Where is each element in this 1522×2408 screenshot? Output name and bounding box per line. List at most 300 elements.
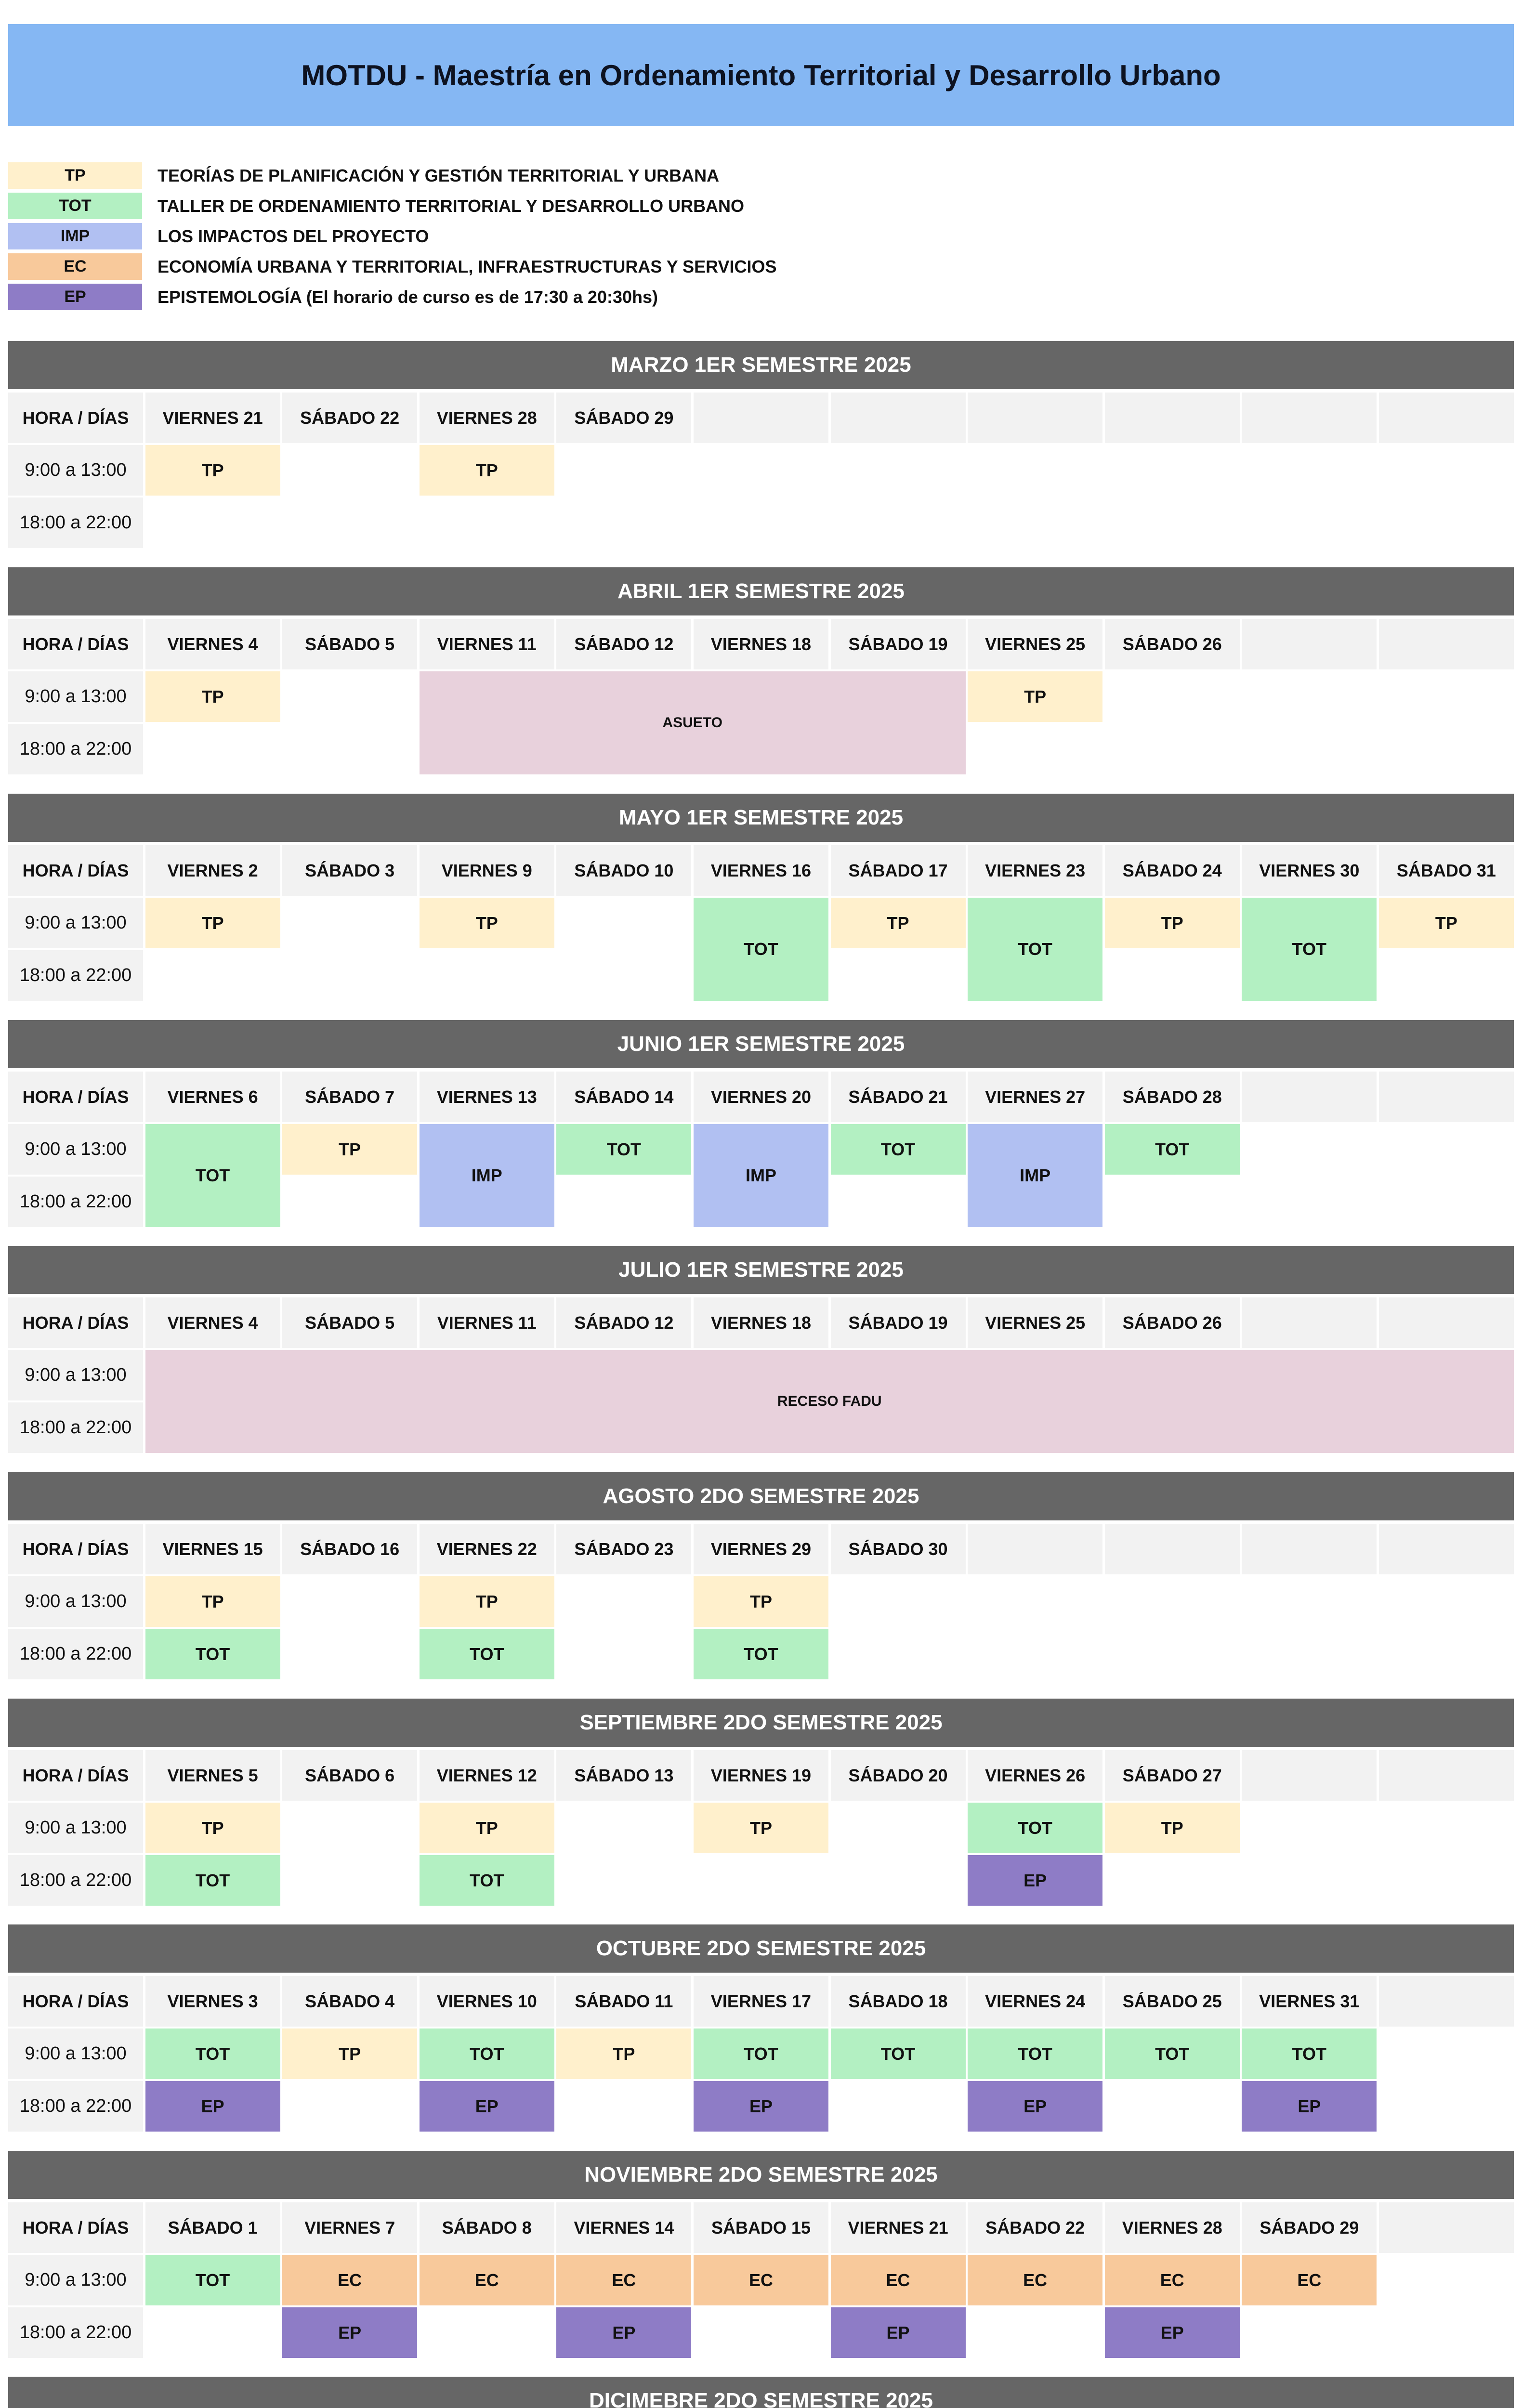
month-header: DICIMEBRE 2DO SEMESTRE 2025 <box>8 2377 1514 2408</box>
legend-code: TOT <box>8 193 142 219</box>
legend-item <box>8 221 776 251</box>
schedule-grid <box>8 1072 1514 1227</box>
time-slot-morning: 9:00 a 13:00 <box>8 2255 143 2305</box>
day-header: VIERNES 15 <box>145 1524 280 1574</box>
day-header <box>1242 619 1377 669</box>
empty-slot <box>282 497 417 548</box>
empty-slot <box>1242 724 1377 774</box>
class-block-imp: IMP <box>694 1124 828 1227</box>
class-block-tp: TP <box>420 898 554 948</box>
header-label: HORA / DÍAS <box>8 1072 143 1122</box>
empty-slot <box>282 1803 417 1853</box>
day-header: VIERNES 25 <box>968 1297 1102 1348</box>
legend-code: EP <box>8 284 142 310</box>
class-block-tp: TP <box>1105 1803 1240 1853</box>
day-header: SÁBADO 21 <box>831 1072 966 1122</box>
notice-block: ASUETO <box>420 671 966 774</box>
day-header: SÁBADO 10 <box>556 845 691 896</box>
day-header: SÁBADO 22 <box>968 2202 1102 2253</box>
empty-slot <box>831 1629 966 1679</box>
empty-slot <box>694 445 828 496</box>
empty-slot <box>282 898 417 948</box>
class-block-tot: TOT <box>831 1124 966 1175</box>
time-slot-evening: 18:00 a 22:00 <box>8 2307 143 2358</box>
day-header: SÁBADO 29 <box>556 393 691 443</box>
time-slot-evening: 18:00 a 22:00 <box>8 1402 143 1453</box>
empty-slot <box>1379 1576 1514 1627</box>
header-label: HORA / DÍAS <box>8 845 143 896</box>
schedule-grid <box>8 1976 1514 2132</box>
day-header: SÁBADO 29 <box>1242 2202 1377 2253</box>
empty-slot <box>1379 1855 1514 1906</box>
day-header: SÁBADO 16 <box>282 1524 417 1574</box>
empty-slot <box>1379 1177 1514 1227</box>
header-label: HORA / DÍAS <box>8 1524 143 1574</box>
day-header: VIERNES 19 <box>694 1750 828 1801</box>
empty-slot <box>282 671 417 722</box>
class-block-tp: TP <box>282 2028 417 2079</box>
day-header: SÁBADO 22 <box>282 393 417 443</box>
day-header: SÁBADO 1 <box>145 2202 280 2253</box>
class-block-imp: IMP <box>968 1124 1102 1227</box>
class-block-tp: TP <box>694 1576 828 1627</box>
day-header: VIERNES 16 <box>694 845 828 896</box>
day-header: VIERNES 27 <box>968 1072 1102 1122</box>
day-header: VIERNES 18 <box>694 619 828 669</box>
day-header <box>1379 393 1514 443</box>
day-header: SÁBADO 26 <box>1105 1297 1240 1348</box>
empty-slot <box>1242 1855 1377 1906</box>
class-block-ep: EP <box>831 2307 966 2358</box>
day-header: SÁBADO 7 <box>282 1072 417 1122</box>
day-header <box>1105 1524 1240 1574</box>
month-header: ABRIL 1ER SEMESTRE 2025 <box>8 567 1514 615</box>
time-slot-evening: 18:00 a 22:00 <box>8 724 143 774</box>
day-header: VIERNES 11 <box>420 619 554 669</box>
header-label: HORA / DÍAS <box>8 2202 143 2253</box>
day-header: SÁBADO 6 <box>282 1750 417 1801</box>
time-slot-evening: 18:00 a 22:00 <box>8 1629 143 1679</box>
day-header <box>1242 1750 1377 1801</box>
class-block-tp: TP <box>1379 898 1514 948</box>
day-header: SÁBADO 18 <box>831 1976 966 2027</box>
empty-slot <box>420 497 554 548</box>
empty-slot <box>282 1177 417 1227</box>
day-header <box>1242 1297 1377 1348</box>
legend-item <box>8 160 776 191</box>
class-block-ec: EC <box>282 2255 417 2305</box>
empty-slot <box>282 1855 417 1906</box>
day-header: VIERNES 21 <box>145 393 280 443</box>
day-header <box>1379 619 1514 669</box>
empty-slot <box>1379 950 1514 1001</box>
day-header: VIERNES 2 <box>145 845 280 896</box>
empty-slot <box>556 1629 691 1679</box>
empty-slot <box>1379 445 1514 496</box>
day-header <box>968 1524 1102 1574</box>
class-block-tot: TOT <box>145 2028 280 2079</box>
day-header <box>1379 1524 1514 1574</box>
month-header: NOVIEMBRE 2DO SEMESTRE 2025 <box>8 2151 1514 2199</box>
legend-code: TP <box>8 162 142 189</box>
class-block-ec: EC <box>968 2255 1102 2305</box>
day-header: VIERNES 6 <box>145 1072 280 1122</box>
empty-slot <box>694 1855 828 1906</box>
class-block-ep: EP <box>420 2081 554 2132</box>
class-block-tot: TOT <box>420 1855 554 1906</box>
day-header <box>1242 393 1377 443</box>
empty-slot <box>1379 671 1514 722</box>
day-header: SÁBADO 12 <box>556 1297 691 1348</box>
month-header: SEPTIEMBRE 2DO SEMESTRE 2025 <box>8 1699 1514 1747</box>
empty-slot <box>1242 1576 1377 1627</box>
empty-slot <box>1105 724 1240 774</box>
class-block-tot: TOT <box>694 898 828 1001</box>
class-block-tot: TOT <box>145 1855 280 1906</box>
day-header: VIERNES 17 <box>694 1976 828 2027</box>
time-slot-morning: 9:00 a 13:00 <box>8 445 143 496</box>
empty-slot <box>968 1576 1102 1627</box>
month-section <box>8 1020 1514 1227</box>
empty-slot <box>831 1576 966 1627</box>
empty-slot <box>1379 2307 1514 2358</box>
empty-slot <box>694 497 828 548</box>
day-header: SÁBADO 26 <box>1105 619 1240 669</box>
empty-slot <box>1105 497 1240 548</box>
day-header: VIERNES 28 <box>420 393 554 443</box>
day-header: VIERNES 13 <box>420 1072 554 1122</box>
empty-slot <box>556 1177 691 1227</box>
class-block-tp: TP <box>968 671 1102 722</box>
class-block-tp: TP <box>420 1576 554 1627</box>
empty-slot <box>1379 2028 1514 2079</box>
legend-label: TEORÍAS DE PLANIFICACIÓN Y GESTIÓN TERRITORIAL Y URBANA <box>157 165 720 185</box>
empty-slot <box>1242 1124 1377 1175</box>
empty-slot <box>1379 497 1514 548</box>
empty-slot <box>831 497 966 548</box>
time-slot-morning: 9:00 a 13:00 <box>8 1576 143 1627</box>
class-block-ep: EP <box>1105 2307 1240 2358</box>
time-slot-morning: 9:00 a 13:00 <box>8 2028 143 2079</box>
header-label: HORA / DÍAS <box>8 619 143 669</box>
day-header: SÁBADO 27 <box>1105 1750 1240 1801</box>
day-header: VIERNES 4 <box>145 619 280 669</box>
class-block-tot: TOT <box>968 1803 1102 1853</box>
header-label: HORA / DÍAS <box>8 1976 143 2027</box>
class-block-ec: EC <box>1105 2255 1240 2305</box>
month-section <box>8 1924 1514 2132</box>
empty-slot <box>1105 1855 1240 1906</box>
time-slot-morning: 9:00 a 13:00 <box>8 1803 143 1853</box>
day-header <box>1105 393 1240 443</box>
schedule-grid <box>8 1524 1514 1679</box>
class-block-ec: EC <box>556 2255 691 2305</box>
month-section <box>8 567 1514 774</box>
empty-slot <box>968 724 1102 774</box>
empty-slot <box>831 1177 966 1227</box>
class-block-tp: TP <box>282 1124 417 1175</box>
month-section <box>8 341 1514 548</box>
class-block-tp: TP <box>145 671 280 722</box>
day-header: VIERNES 23 <box>968 845 1102 896</box>
day-header: SÁBADO 5 <box>282 1297 417 1348</box>
class-block-tp: TP <box>556 2028 691 2079</box>
empty-slot <box>556 1803 691 1853</box>
class-block-tot: TOT <box>420 2028 554 2079</box>
class-block-tp: TP <box>145 898 280 948</box>
day-header <box>968 393 1102 443</box>
empty-slot <box>556 1855 691 1906</box>
empty-slot <box>556 445 691 496</box>
empty-slot <box>831 1803 966 1853</box>
legend-label: LOS IMPACTOS DEL PROYECTO <box>157 226 429 246</box>
day-header: VIERNES 18 <box>694 1297 828 1348</box>
day-header: SÁBADO 31 <box>1379 845 1514 896</box>
time-slot-evening: 18:00 a 22:00 <box>8 1177 143 1227</box>
month-header: MARZO 1ER SEMESTRE 2025 <box>8 341 1514 389</box>
day-header: SÁBADO 30 <box>831 1524 966 1574</box>
legend-item <box>8 282 776 312</box>
empty-slot <box>556 2081 691 2132</box>
class-block-tot: TOT <box>1105 1124 1240 1175</box>
day-header: VIERNES 9 <box>420 845 554 896</box>
header-label: HORA / DÍAS <box>8 1750 143 1801</box>
day-header: VIERNES 25 <box>968 619 1102 669</box>
empty-slot <box>1379 1124 1514 1175</box>
day-header: SÁBADO 19 <box>831 1297 966 1348</box>
day-header: VIERNES 21 <box>831 2202 966 2253</box>
empty-slot <box>556 497 691 548</box>
month-section <box>8 1246 1514 1453</box>
day-header: SÁBADO 3 <box>282 845 417 896</box>
time-slot-morning: 9:00 a 13:00 <box>8 898 143 948</box>
empty-slot <box>420 2307 554 2358</box>
empty-slot <box>420 950 554 1001</box>
schedule-grid <box>8 393 1514 548</box>
class-block-tot: TOT <box>420 1629 554 1679</box>
time-slot-evening: 18:00 a 22:00 <box>8 497 143 548</box>
day-header: SÁBADO 8 <box>420 2202 554 2253</box>
class-block-tot: TOT <box>1242 2028 1377 2079</box>
notice-block: RECESO FADU <box>145 1350 1514 1453</box>
empty-slot <box>1242 497 1377 548</box>
legend-item <box>8 251 776 282</box>
empty-slot <box>831 2081 966 2132</box>
empty-slot <box>282 1629 417 1679</box>
class-block-tot: TOT <box>694 1629 828 1679</box>
empty-slot <box>968 1629 1102 1679</box>
empty-slot <box>1242 445 1377 496</box>
class-block-tot: TOT <box>556 1124 691 1175</box>
class-block-ec: EC <box>420 2255 554 2305</box>
schedule-grid <box>8 845 1514 1001</box>
class-block-tot: TOT <box>145 1629 280 1679</box>
class-block-tp: TP <box>831 898 966 948</box>
class-block-tp: TP <box>145 445 280 496</box>
class-block-ep: EP <box>282 2307 417 2358</box>
day-header: SÁBADO 20 <box>831 1750 966 1801</box>
day-header: VIERNES 26 <box>968 1750 1102 1801</box>
empty-slot <box>282 1576 417 1627</box>
day-header: VIERNES 29 <box>694 1524 828 1574</box>
empty-slot <box>1379 1629 1514 1679</box>
day-header: VIERNES 31 <box>1242 1976 1377 2027</box>
day-header <box>1379 1297 1514 1348</box>
header-label: HORA / DÍAS <box>8 1297 143 1348</box>
day-header: SÁBADO 12 <box>556 619 691 669</box>
empty-slot <box>1105 2081 1240 2132</box>
day-header: VIERNES 14 <box>556 2202 691 2253</box>
class-block-tp: TP <box>694 1803 828 1853</box>
day-header <box>1379 1976 1514 2027</box>
class-block-tp: TP <box>145 1803 280 1853</box>
empty-slot <box>556 1576 691 1627</box>
time-slot-evening: 18:00 a 22:00 <box>8 1855 143 1906</box>
empty-slot <box>1105 1576 1240 1627</box>
time-slot-evening: 18:00 a 22:00 <box>8 950 143 1001</box>
header-label: HORA / DÍAS <box>8 393 143 443</box>
day-header: VIERNES 12 <box>420 1750 554 1801</box>
class-block-tot: TOT <box>831 2028 966 2079</box>
day-header: VIERNES 7 <box>282 2202 417 2253</box>
empty-slot <box>831 950 966 1001</box>
month-section <box>8 794 1514 1001</box>
month-section <box>8 2377 1514 2408</box>
day-header: SÁBADO 19 <box>831 619 966 669</box>
legend-item <box>8 191 776 221</box>
day-header: VIERNES 20 <box>694 1072 828 1122</box>
empty-slot <box>1242 671 1377 722</box>
time-slot-morning: 9:00 a 13:00 <box>8 671 143 722</box>
empty-slot <box>145 497 280 548</box>
empty-slot <box>1105 445 1240 496</box>
class-block-ep: EP <box>694 2081 828 2132</box>
class-block-tot: TOT <box>968 898 1102 1001</box>
day-header: SÁBADO 15 <box>694 2202 828 2253</box>
page-title: MOTDU - Maestría en Ordenamiento Territorial y Desarrollo Urbano <box>301 59 1221 92</box>
class-block-tp: TP <box>145 1576 280 1627</box>
empty-slot <box>1379 2255 1514 2305</box>
schedule-grid <box>8 1297 1514 1453</box>
empty-slot <box>968 2307 1102 2358</box>
empty-slot <box>556 950 691 1001</box>
legend-code: EC <box>8 253 142 280</box>
class-block-tot: TOT <box>145 2255 280 2305</box>
day-header: SÁBADO 24 <box>1105 845 1240 896</box>
day-header: SÁBADO 14 <box>556 1072 691 1122</box>
class-block-tp: TP <box>420 1803 554 1853</box>
day-header <box>831 393 966 443</box>
month-header: MAYO 1ER SEMESTRE 2025 <box>8 794 1514 842</box>
class-block-ec: EC <box>1242 2255 1377 2305</box>
empty-slot <box>145 950 280 1001</box>
empty-slot <box>1379 2081 1514 2132</box>
empty-slot <box>282 445 417 496</box>
class-block-ep: EP <box>145 2081 280 2132</box>
day-header <box>694 393 828 443</box>
legend-label: ECONOMÍA URBANA Y TERRITORIAL, INFRAESTRUCTURAS Y SERVICIOS <box>157 256 777 276</box>
empty-slot <box>831 1855 966 1906</box>
empty-slot <box>1242 1177 1377 1227</box>
legend-code: IMP <box>8 223 142 249</box>
day-header <box>1242 1072 1377 1122</box>
class-block-ep: EP <box>556 2307 691 2358</box>
month-section <box>8 1699 1514 1906</box>
legend-label: EPISTEMOLOGÍA (El horario de curso es de 17:30 a 20:30hs) <box>157 287 658 307</box>
month-header: JUNIO 1ER SEMESTRE 2025 <box>8 1020 1514 1068</box>
time-slot-evening: 18:00 a 22:00 <box>8 2081 143 2132</box>
day-header: SÁBADO 25 <box>1105 1976 1240 2027</box>
day-header <box>1379 2202 1514 2253</box>
schedule-grid <box>8 2202 1514 2358</box>
class-block-imp: IMP <box>420 1124 554 1227</box>
page-title-bar <box>8 24 1514 126</box>
month-header: OCTUBRE 2DO SEMESTRE 2025 <box>8 1924 1514 1973</box>
empty-slot <box>1242 1629 1377 1679</box>
day-header: SÁBADO 17 <box>831 845 966 896</box>
month-section <box>8 2151 1514 2358</box>
day-header: SÁBADO 13 <box>556 1750 691 1801</box>
day-header: VIERNES 5 <box>145 1750 280 1801</box>
class-block-tp: TP <box>1105 898 1240 948</box>
day-header: VIERNES 22 <box>420 1524 554 1574</box>
class-block-ep: EP <box>968 1855 1102 1906</box>
month-section <box>8 1472 1514 1679</box>
empty-slot <box>1105 671 1240 722</box>
time-slot-morning: 9:00 a 13:00 <box>8 1350 143 1400</box>
day-header: VIERNES 4 <box>145 1297 280 1348</box>
empty-slot <box>1105 1177 1240 1227</box>
schedule-grid <box>8 1750 1514 1906</box>
empty-slot <box>282 2081 417 2132</box>
day-header <box>1242 1524 1377 1574</box>
legend <box>8 160 776 312</box>
day-header: VIERNES 30 <box>1242 845 1377 896</box>
day-header: SÁBADO 11 <box>556 1976 691 2027</box>
legend-label: TALLER DE ORDENAMIENTO TERRITORIAL Y DESARROLLO URBANO <box>157 196 745 216</box>
day-header: VIERNES 3 <box>145 1976 280 2027</box>
day-header: SÁBADO 28 <box>1105 1072 1240 1122</box>
class-block-ep: EP <box>968 2081 1102 2132</box>
empty-slot <box>145 724 280 774</box>
class-block-tot: TOT <box>694 2028 828 2079</box>
class-block-ep: EP <box>1242 2081 1377 2132</box>
empty-slot <box>694 2307 828 2358</box>
day-header <box>1379 1750 1514 1801</box>
day-header: VIERNES 24 <box>968 1976 1102 2027</box>
day-header: VIERNES 11 <box>420 1297 554 1348</box>
month-header: JULIO 1ER SEMESTRE 2025 <box>8 1246 1514 1294</box>
day-header <box>1379 1072 1514 1122</box>
class-block-tot: TOT <box>968 2028 1102 2079</box>
class-block-tot: TOT <box>1105 2028 1240 2079</box>
class-block-ec: EC <box>831 2255 966 2305</box>
empty-slot <box>145 2307 280 2358</box>
empty-slot <box>1379 1803 1514 1853</box>
class-block-tot: TOT <box>1242 898 1377 1001</box>
empty-slot <box>1242 2307 1377 2358</box>
month-header: AGOSTO 2DO SEMESTRE 2025 <box>8 1472 1514 1520</box>
empty-slot <box>556 898 691 948</box>
empty-slot <box>282 724 417 774</box>
class-block-tp: TP <box>420 445 554 496</box>
day-header: SÁBADO 5 <box>282 619 417 669</box>
day-header: VIERNES 28 <box>1105 2202 1240 2253</box>
empty-slot <box>1105 950 1240 1001</box>
empty-slot <box>968 497 1102 548</box>
day-header: VIERNES 10 <box>420 1976 554 2027</box>
empty-slot <box>282 950 417 1001</box>
